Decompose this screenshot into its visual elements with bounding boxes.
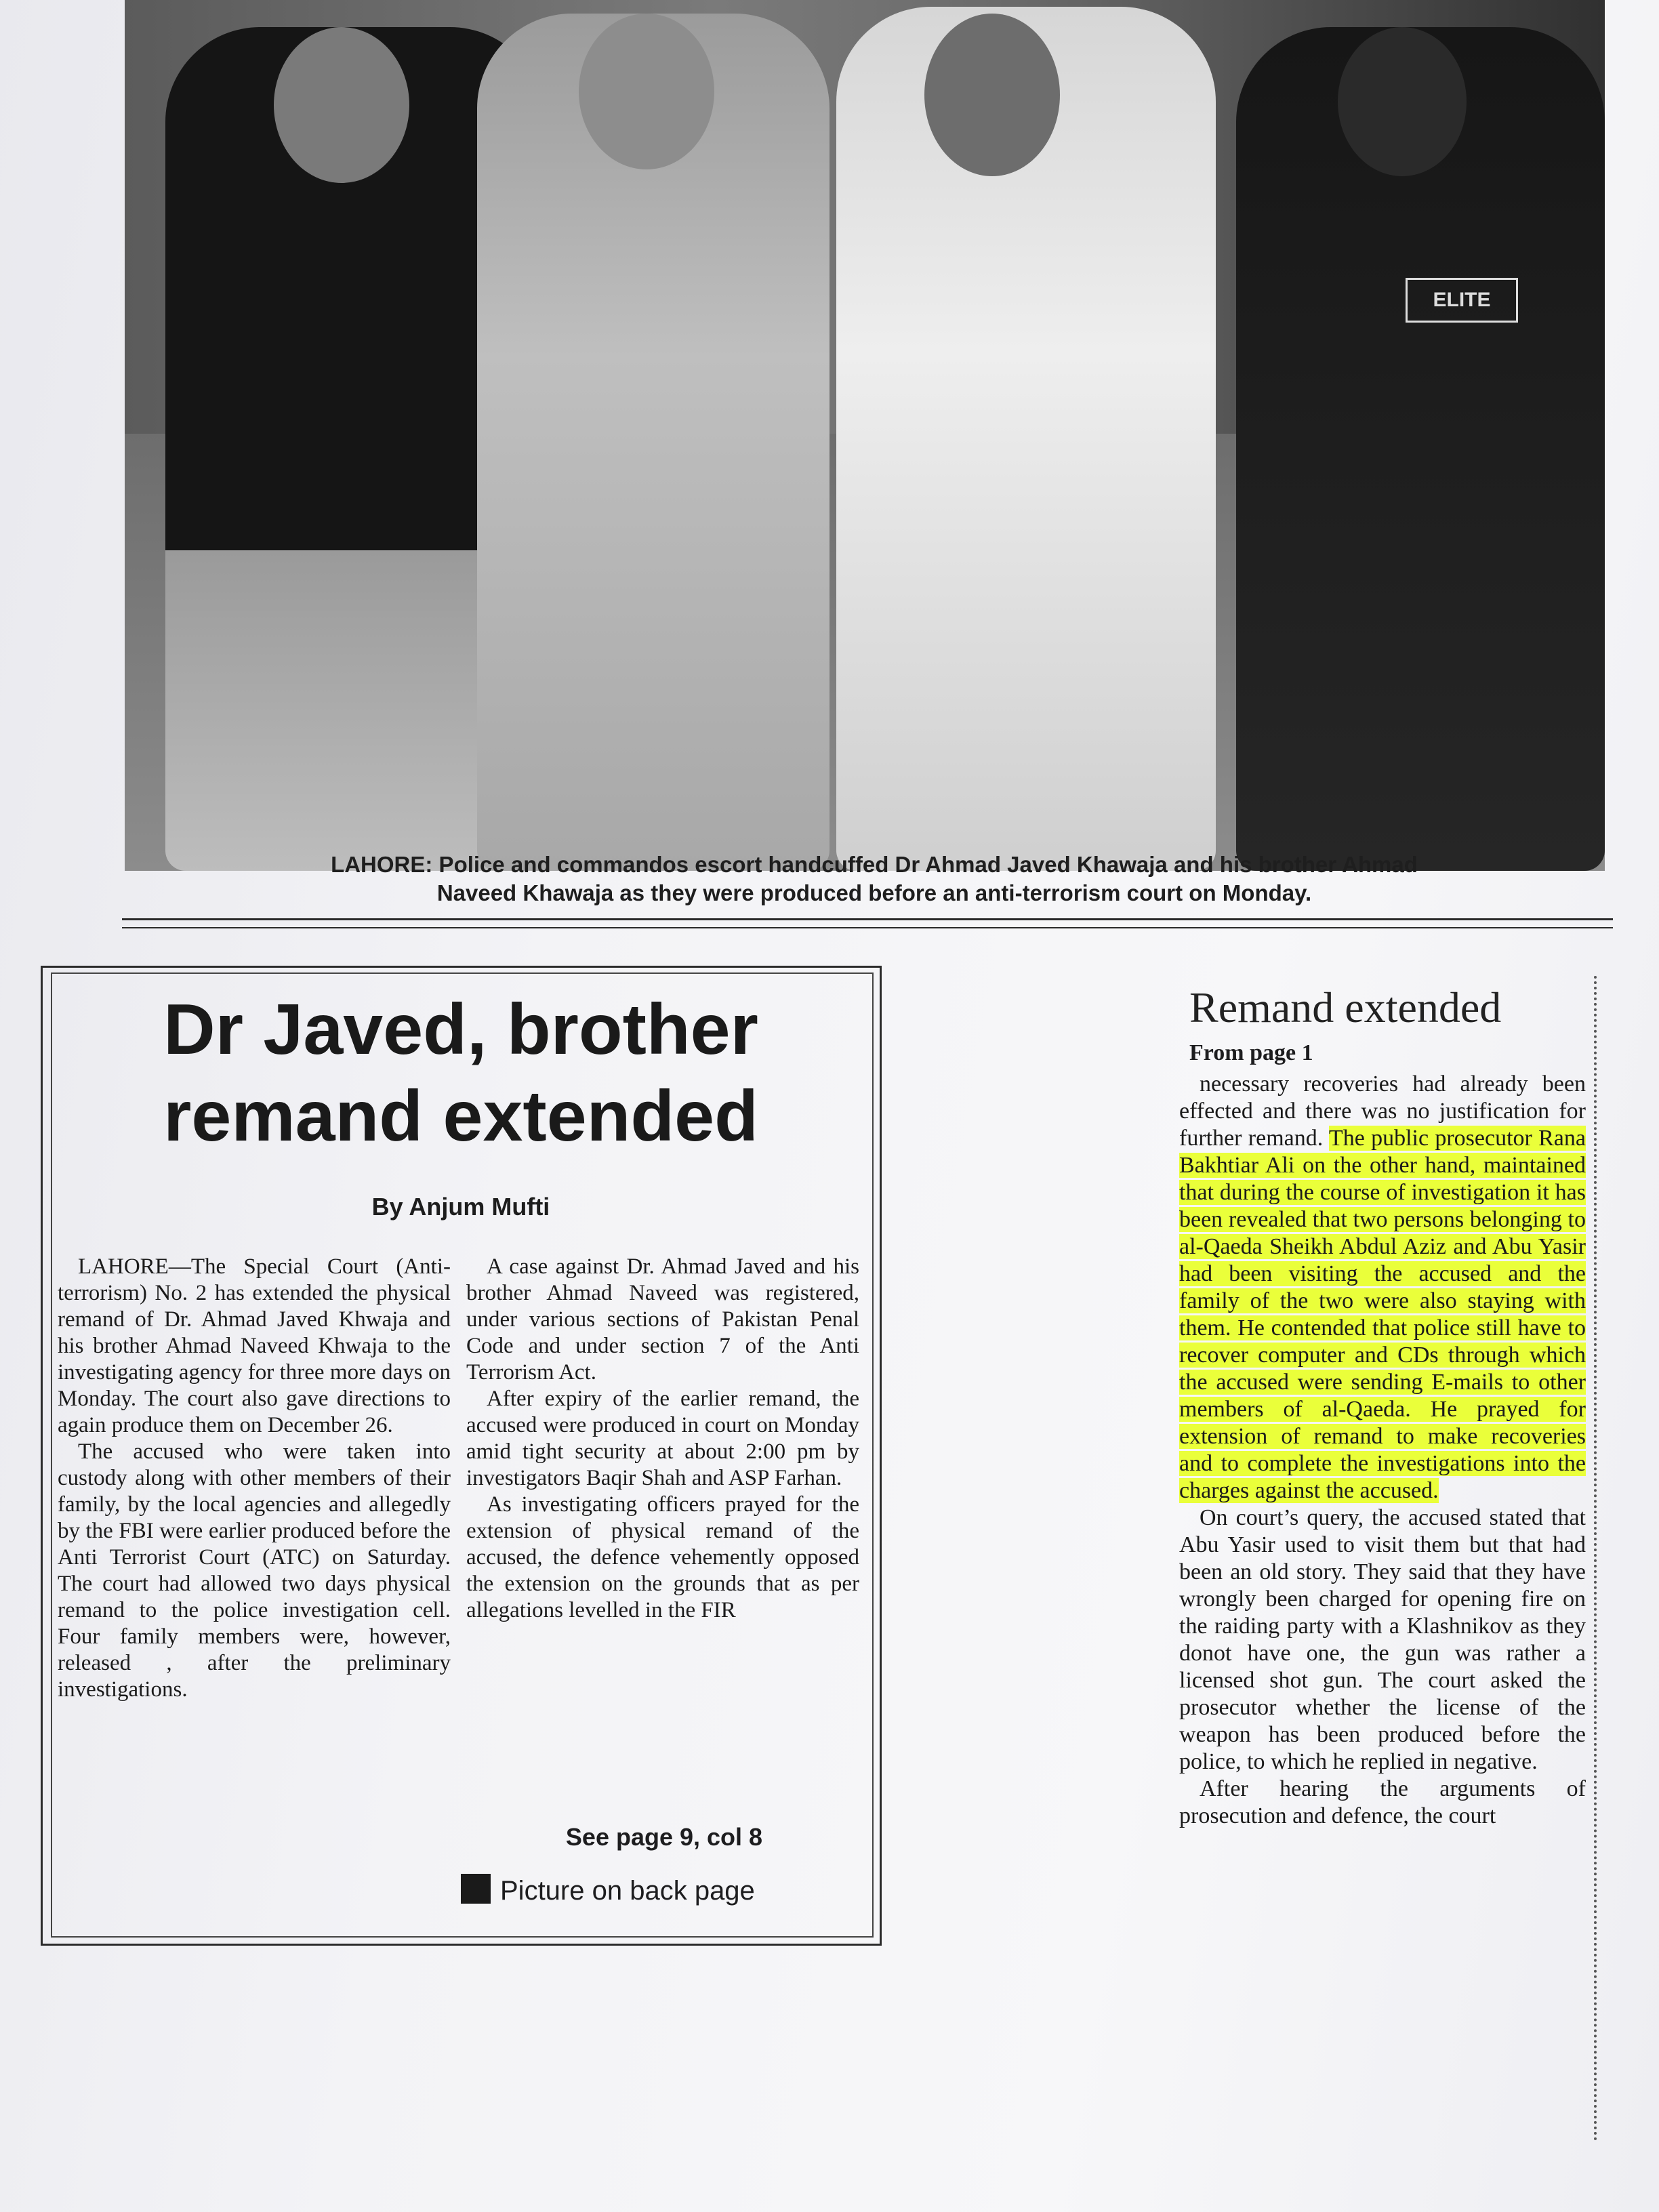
paragraph: On court’s query, the accused stated that Abu Yasir used to visit them but that had been an old story. They said that they have wrongly been charged for opening fire on the raiding party with a Klashnikov as they donot have one, the gun was rather a licensed shot gun. The court asked the prosecutor whether the license of the weapon has been produced before the police, to which he replied in negative. [1179,1505,1586,1774]
picture-note [461,1874,861,1906]
figure-head [579,14,714,169]
continuation-column [1179,1071,1586,1830]
picture-note-text: Picture on back page [500,1876,755,1906]
from-page-label: From page 1 [1189,1040,1313,1065]
byline: By Anjum Mufti [371,1193,550,1221]
continuation-heading: Remand extended [1189,983,1502,1031]
paragraph: After expiry of the earlier remand, the accused were produced in court on Monday amid tight security at about 2:00 pm by investigators Baqir Shah and ASP Farhan. [466,1387,859,1490]
divider-rule [122,927,1613,928]
caption-line: LAHORE: Police and commandos escort handcuffed Dr Ahmad Javed Khawaja and his brother Ahmad [331,852,1418,877]
column-dotted-rule [1594,976,1597,2142]
caption-line: Naveed Khawaja as they were produced before an anti-terrorism court on Monday. [436,880,1312,905]
article-column-2 [466,1254,859,1624]
divider-rule [122,918,1613,920]
headline-line: Dr Javed, brother [163,989,758,1069]
paragraph-text: necessary recoveries had already been effected and there was no justification for further remand. [1179,1071,1586,1151]
highlighted-text: The public prosecutor Rana Bakhtiar Ali on the other hand, maintained that during the course of investigation it has been revealed that two persons belonging to al-Qaeda Sheikh Abdul Aziz and Abu Yasir had been visiting the accused and the family of the two were also staying with them. He contended that police still have to recover computer and CDs through which the accused were sending E-mails to other members of al-Qaeda. He prayed for extension of remand to make recoveries and to complete the investigations into the charges against the accused. [1179,1126,1586,1503]
figure-head [1338,27,1467,176]
headline [81,986,840,1160]
paragraph: After hearing the arguments of prosecution and defence, the court [1179,1776,1586,1828]
figure-head [924,14,1060,176]
paragraph: As investigating officers prayed for the extension of physical remand of the accused, the defence vehemently opposed the extension on the grounds that as per allegations levelled in the FIR [466,1492,859,1622]
headline-line: remand extended [163,1076,758,1156]
paragraph: The accused who were taken into custody along with other members of their family, by the local agencies and allegedly by the FBI were earlier produced before the Anti Terrorist Court (ATC) on Saturday. The court had allowed two days physical remand to the police investigation cell. Four family members were, however, released , after the preliminary investigations. [58,1439,451,1702]
article-column-1 [58,1254,451,1703]
square-bullet-icon [461,1874,491,1904]
paragraph [1179,1071,1586,1504]
photo-caption [156,851,1593,907]
paragraph: A case against Dr. Ahmad Javed and his brother Ahmad Naveed was registered, under various sections of Pakistan Penal Code and under section 7 of the Anti Terrorism Act. [466,1254,859,1385]
figure-head [274,27,409,183]
elite-badge: ELITE [1406,278,1518,323]
paragraph: LAHORE—The Special Court (Anti-terrorism) No. 2 has extended the physical remand of Dr. Ahmad Javed Khwaja and his brother Ahmad Naveed Khwaja to the investigating agency for three more days on Monday. The court also gave directions to again produce them on December 26. [58,1254,451,1437]
continuation-reference: See page 9, col 8 [565,1823,763,1851]
news-photo [125,0,1605,871]
